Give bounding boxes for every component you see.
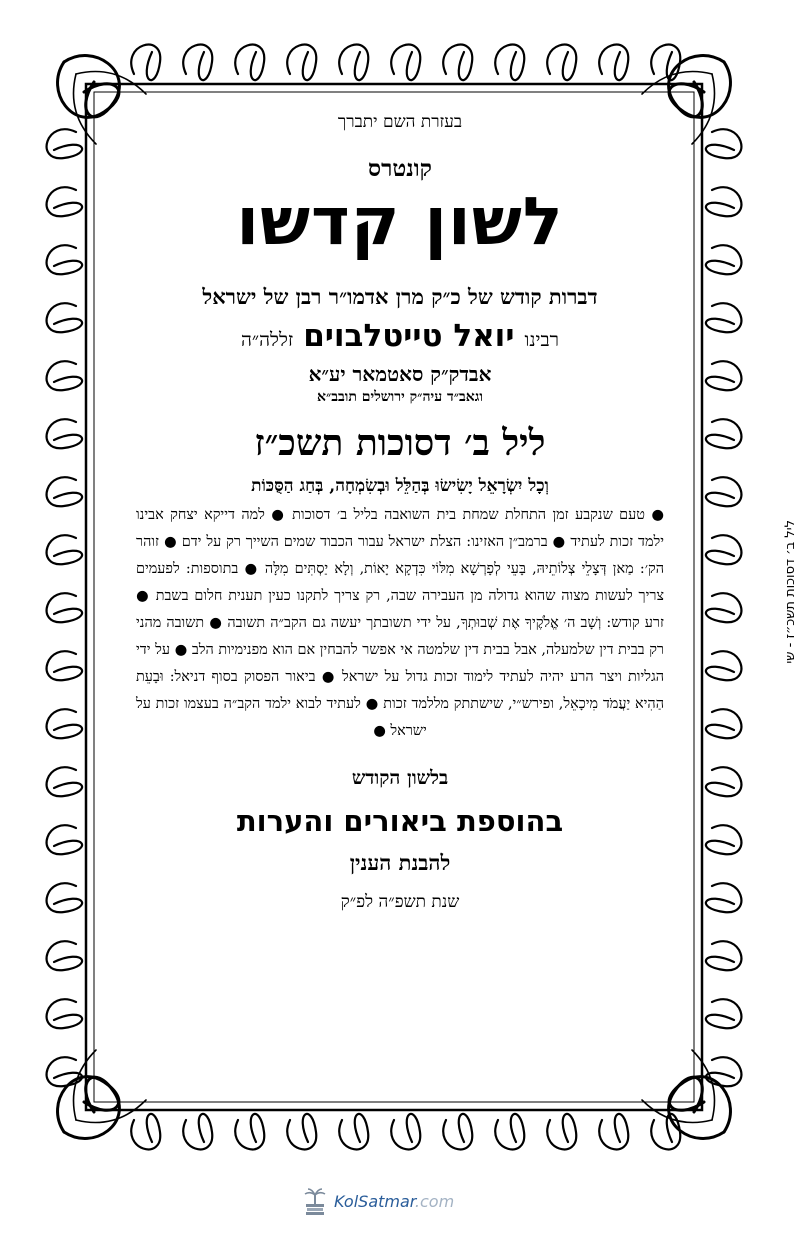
rebbe-name: יואל טייטלבוים xyxy=(303,318,515,355)
kolsatmar-logo[interactable] xyxy=(300,1186,454,1216)
rabbeinu-label: רבינו xyxy=(524,329,560,352)
main-title: לשון קדשו xyxy=(236,182,564,260)
verse-line: וְכָל יִשְׂרָאֵל יָשִׂישׂוּ בְּהַלֵּל וּבְשִׂמְחָה, בְּחַג הַסֻּכּוֹת xyxy=(251,476,549,497)
additions-title: בהוספת ביאורים והערות xyxy=(236,804,564,839)
blessing-header: בעזרת השם יתברך xyxy=(337,112,463,132)
title-page-content xyxy=(130,112,670,912)
rebbe-name-line xyxy=(130,318,670,354)
palm-tree-books-icon xyxy=(300,1186,330,1216)
occasion-title: ליל ב׳ דסוכות תשכ״ז xyxy=(254,422,546,465)
av-beis-din-line: אבדק״ק סאטמאר יע״א xyxy=(308,362,492,387)
language-note: בלשון הקודש xyxy=(351,767,449,790)
kuntres-label: קונטרס xyxy=(368,155,432,182)
zlh-label: זללה״ה xyxy=(240,329,294,352)
side-running-title: ליל ב׳ דסוכות תשכ״ז - שי xyxy=(783,520,798,664)
publication-year: שנת תשפ״ה לפ״ק xyxy=(340,892,460,913)
jerusalem-line: וגאב״ד עיה״ק ירושלים תובב״א xyxy=(317,389,483,406)
attribution-line: דברות קודש של כ״ק מרן אדמו״ר רבן של ישראל xyxy=(202,284,598,310)
understanding-subtitle: להבנת הענין xyxy=(349,850,451,876)
topics-summary: ● טעם שנקבע זמן התחלת שמחת בית השואבה בליל ב׳ דסוכות ● למה דייקא יצחק אבינו ילמד זכות לעתיד ● ברמב״ן האזינו: הצלת ישראל עבור הכבוד שמים השייך רק על ידם ● זוהר הק׳: מַאן דְּצָלֵי צְלוֹתֵיהּ, בָּעֵי לְפָרְשָׁא מִלּוֹי כִּדְקָא יָאוֹת, וְלָא יַסְתִּים מִלָּה ● בתוספות: לפעמים צריך לעשות מצוה שהוא גדולה מן העבירה שבה, רק צריך לתקנו כעין תענית חלום בשבת ● זרע קודש: וְשָׁב ה׳ אֱלֹקֶיךָ אֶת שְׁבוּתְךָ, על ידי תשובתך יעשה גם הקב״ה תשובה ● תשובה מהני רק בבית דין שלמעלה, אבל בבית דין שלמטה אי אפשר להבחין אם הוא מפנימיות הלב ● על ידי הגליות ויצר הרע יהיה לעתיד לימוד זכות גדול על ישראל ● ביאור הפסוק בסוף דניאל: וּבָעֵת הַהִיא יַעֲמֹד מִיכָאֵל, ופירש״י, שישתתק מללמד זכות ● לעתיד לבוא ילמד הקב״ה בעצמו זכות על ישראל ● xyxy=(136,507,664,740)
logo-text: KolSatmar.com xyxy=(334,1191,455,1211)
